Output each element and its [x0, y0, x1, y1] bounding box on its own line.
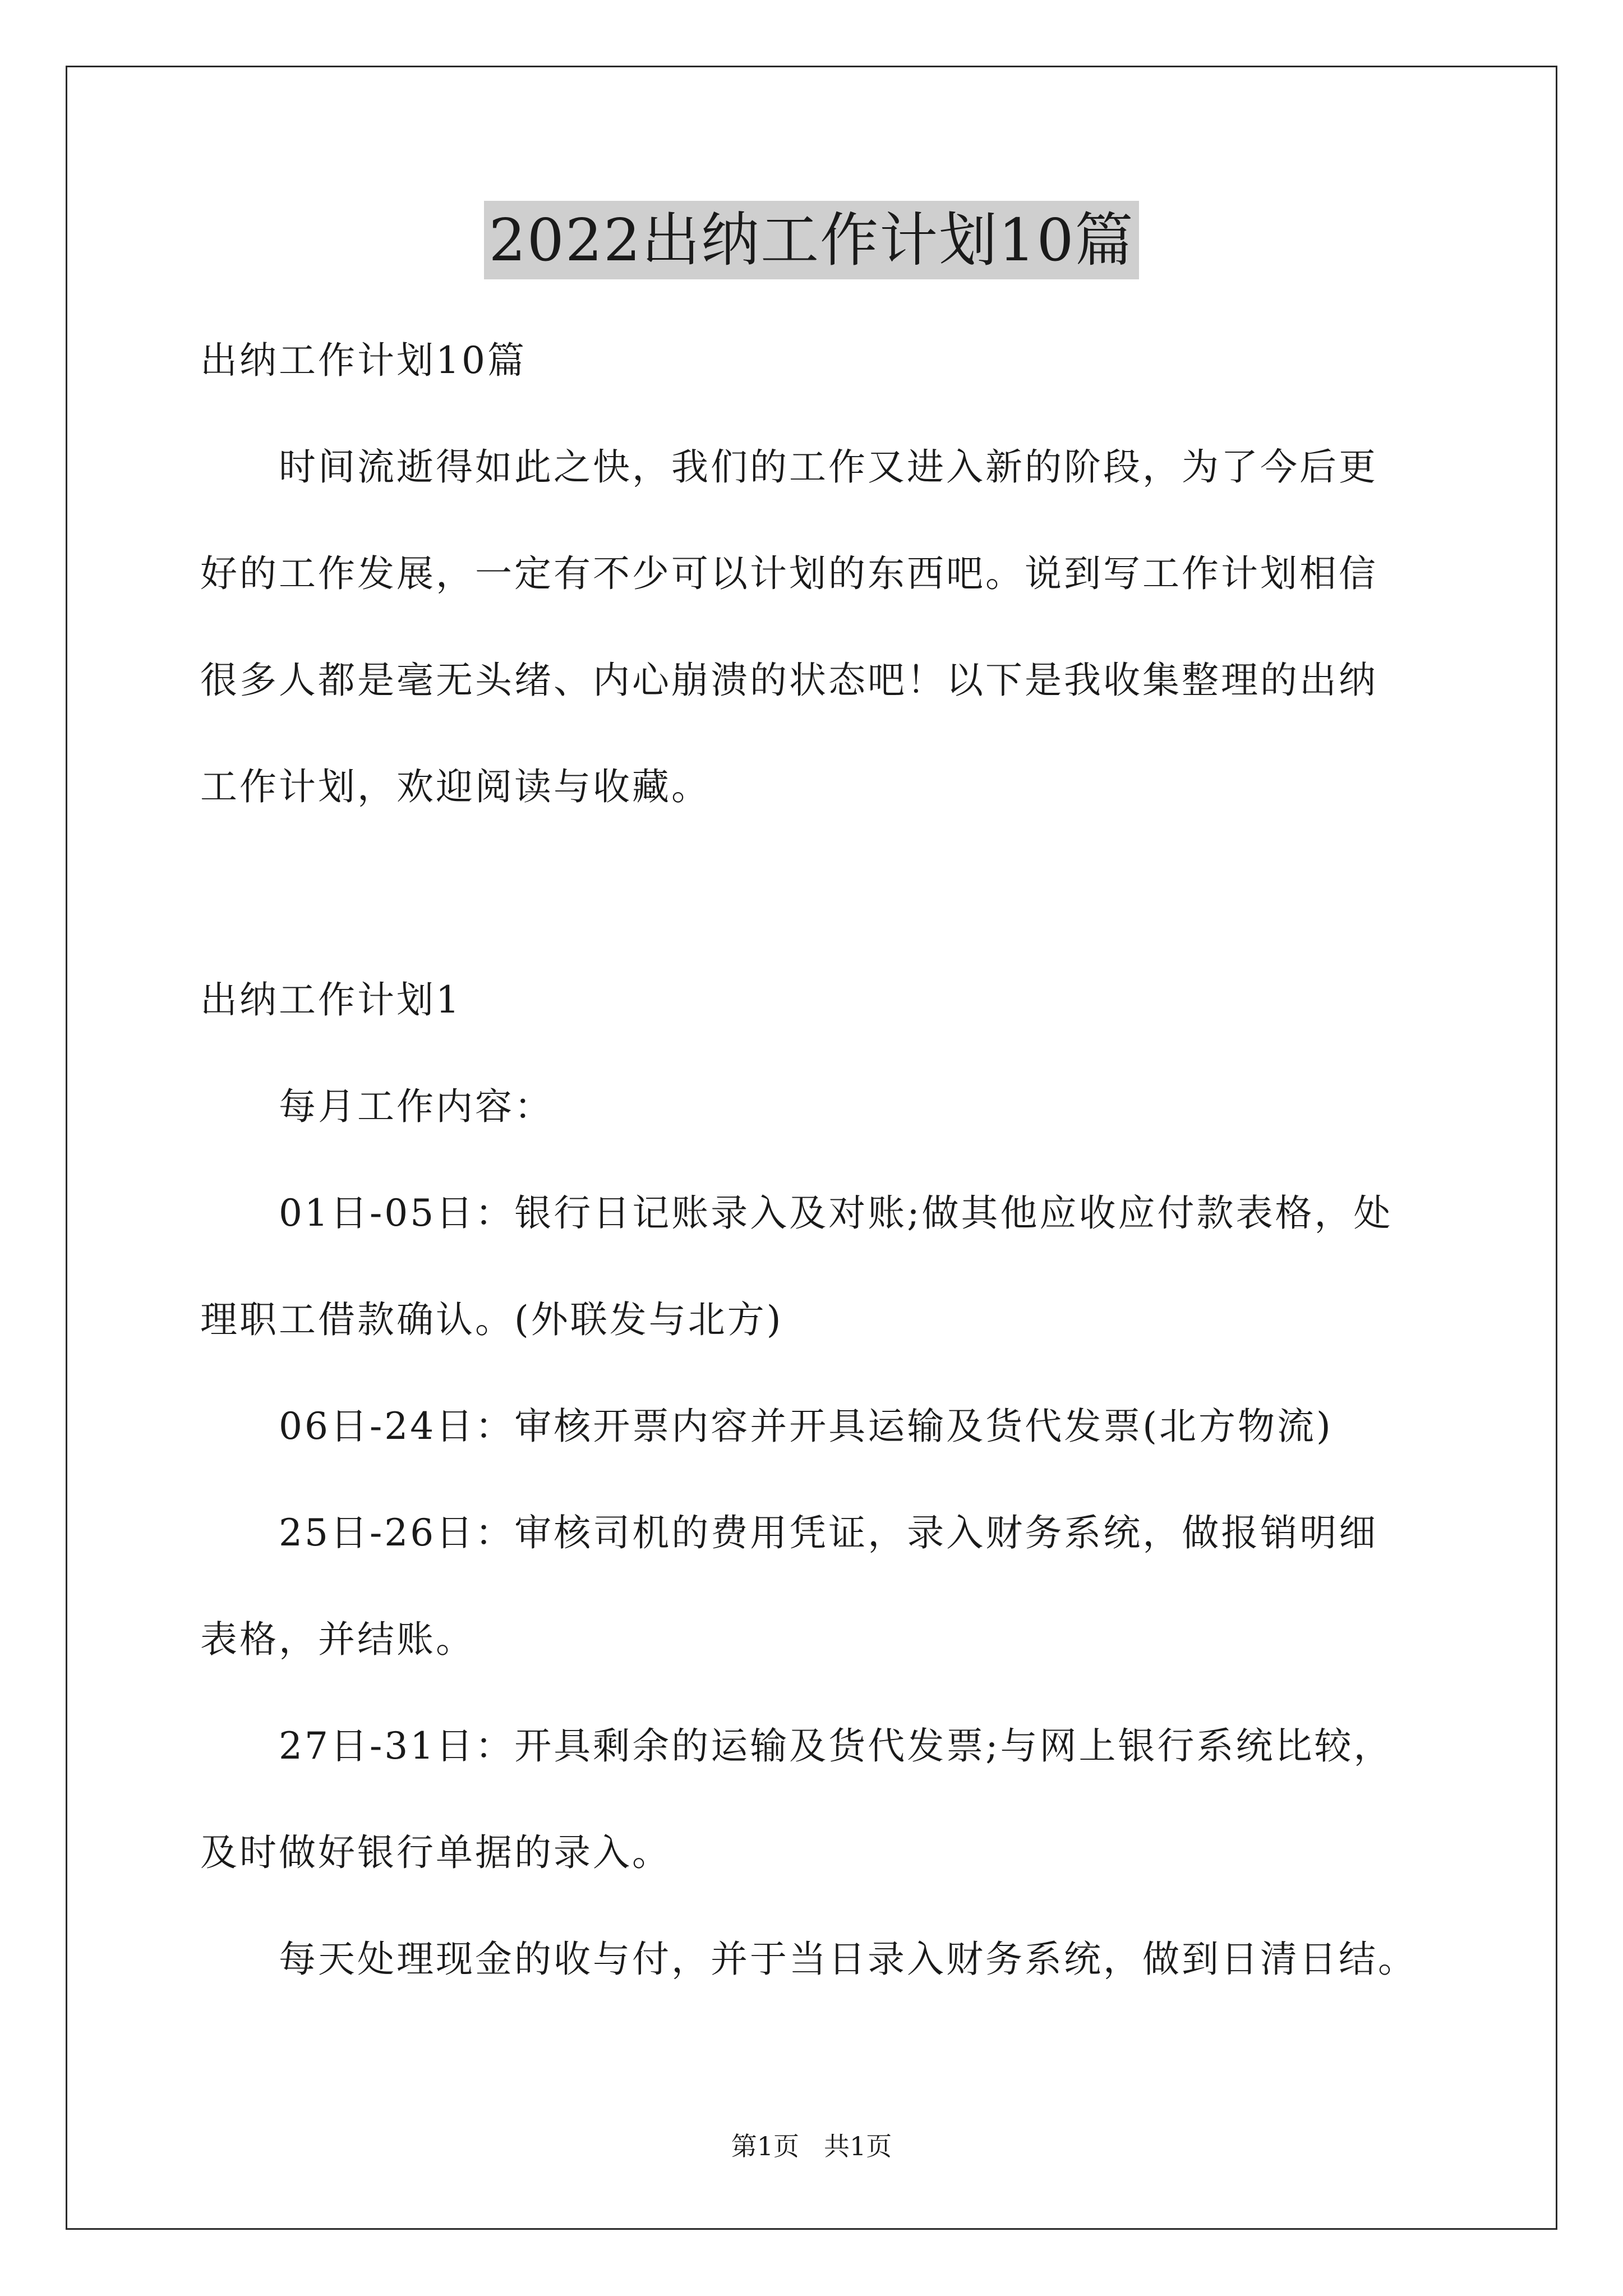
paragraph-line: 每天处理现金的收与付，并于当日录入财务系统，做到日清日结。	[279, 1938, 1417, 1981]
paragraph-line: 06日-24日：审核开票内容并开具运输及货代发票(北方物流)	[279, 1405, 1333, 1448]
paragraph-line: 时间流逝得如此之快，我们的工作又进入新的阶段，为了今后更	[279, 445, 1378, 489]
paragraph-line: 工作计划，欢迎阅读与收藏。	[200, 765, 711, 808]
page-footer	[0, 2129, 1623, 2163]
section-heading: 出纳工作计划1	[200, 978, 462, 1022]
paragraph-line: 好的工作发展，一定有不少可以计划的东西吧。说到写工作计划相信	[200, 552, 1378, 595]
paragraph-line: 及时做好银行单据的录入。	[200, 1831, 671, 1874]
paragraph-line: 出纳工作计划10篇	[200, 339, 527, 382]
title-container	[0, 201, 1623, 279]
paragraph-line: 27日-31日：开具剩余的运输及货代发票;与网上银行系统比较，	[279, 1724, 1393, 1768]
paragraph-line: 表格，并结账。	[200, 1618, 475, 1661]
page-number: 第1页	[731, 2131, 799, 2161]
page-total: 共1页	[824, 2131, 892, 2161]
paragraph-line: 理职工借款确认。(外联发与北方)	[200, 1298, 783, 1341]
paragraph-line: 很多人都是毫无头绪、内心崩溃的状态吧！以下是我收集整理的出纳	[200, 659, 1378, 702]
paragraph-line: 每月工作内容：	[279, 1085, 554, 1128]
document-body	[200, 307, 1440, 2013]
blank-line	[200, 840, 1440, 947]
paragraph-line: 01日-05日：银行日记账录入及对账;做其他应收应付款表格，处	[279, 1191, 1393, 1235]
paragraph-line: 25日-26日：审核司机的费用凭证，录入财务系统，做报销明细	[279, 1511, 1378, 1554]
document-title: 2022出纳工作计划10篇	[484, 201, 1138, 279]
